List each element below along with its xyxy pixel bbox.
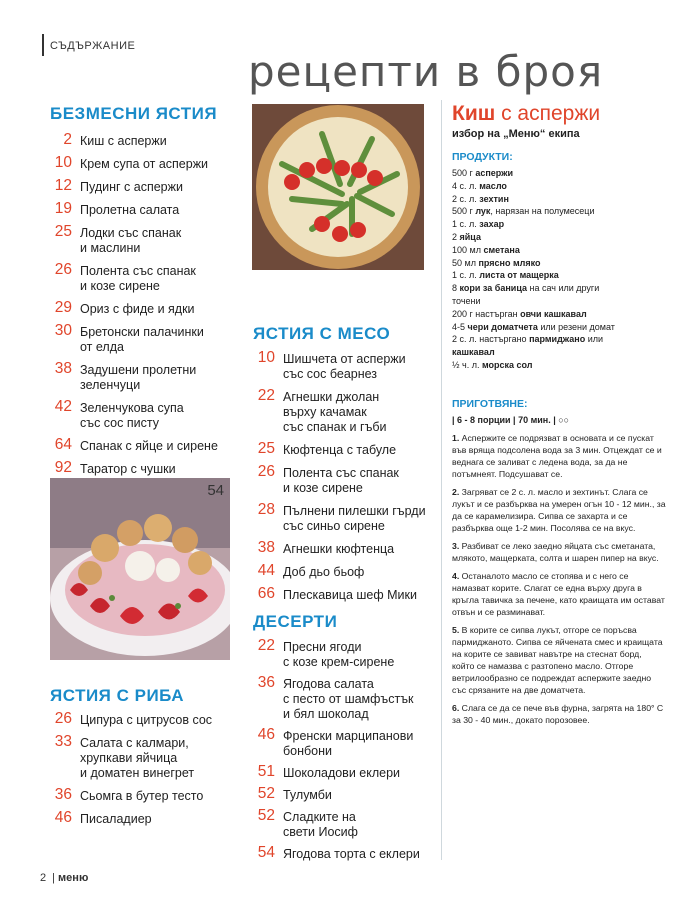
toc-page-number: 33 bbox=[54, 733, 72, 750]
toc-page-number: 52 bbox=[257, 785, 275, 802]
toc-entry-text: Доб дьо бьоф bbox=[283, 565, 365, 579]
ingredient-qty: 100 мл bbox=[452, 244, 484, 255]
toc-entry bbox=[251, 726, 441, 759]
toc-page-number: 26 bbox=[257, 463, 275, 480]
toc-page-number: 22 bbox=[257, 387, 275, 404]
ingredient-qty: 4 с. л. bbox=[452, 180, 480, 191]
ingredient-item bbox=[452, 333, 662, 346]
byline-pre: избор на bbox=[452, 128, 504, 140]
toc-page-number: 25 bbox=[54, 223, 72, 240]
toc-entry-text: Ципура с цитрусов сос bbox=[80, 713, 213, 727]
ingredient-qty: 2 bbox=[452, 231, 460, 242]
ingredient-item bbox=[452, 269, 662, 282]
toc-entry-text: Ориз с фиде и ядки bbox=[80, 302, 195, 316]
ingredient-item bbox=[452, 359, 662, 372]
toc-page-number: 10 bbox=[257, 349, 275, 366]
toc-entry bbox=[251, 585, 441, 603]
ingredient-item bbox=[452, 295, 662, 308]
toc-page-number: 38 bbox=[54, 360, 72, 377]
category-title-meatless: БЕЗМЕСНИ ЯСТИЯ bbox=[50, 104, 218, 123]
quiche-image bbox=[252, 104, 424, 270]
toc-page-number: 66 bbox=[257, 585, 275, 602]
toc-entry-text: зеленчуци bbox=[80, 378, 141, 392]
toc-page-number: 22 bbox=[257, 637, 275, 654]
step-number: 2. bbox=[452, 487, 460, 497]
ingredient-name: сметана bbox=[483, 244, 520, 255]
ingredient-item bbox=[452, 308, 662, 321]
toc-entry-text: и козе сирене bbox=[283, 481, 363, 495]
ingredient-name: прясно мляко bbox=[478, 257, 541, 268]
column-divider bbox=[441, 100, 442, 860]
toc-page-number: 38 bbox=[257, 539, 275, 556]
step-text: Слага се да се пече във фурна, загрята на 180° С за 30 - 40 мин., докато порозовее. bbox=[452, 703, 664, 725]
toc-entry-text: Лодки със спанак bbox=[80, 226, 182, 240]
toc-entry-text: Сладките на bbox=[283, 810, 356, 824]
toc-page-number: 2 bbox=[63, 131, 72, 148]
toc-entry bbox=[48, 786, 238, 804]
ingredient-item bbox=[452, 231, 662, 244]
page-footer bbox=[40, 872, 88, 884]
ingredient-item bbox=[452, 167, 662, 180]
ingredient-item bbox=[452, 244, 662, 257]
step-number: 1. bbox=[452, 433, 460, 443]
ingredient-name: захар bbox=[479, 219, 505, 230]
ingredient-name: масло bbox=[479, 180, 507, 191]
toc-entry-text: свети Иосиф bbox=[283, 825, 358, 839]
ingredient-note: на сач или други bbox=[526, 283, 600, 294]
toc-entry bbox=[251, 674, 441, 722]
toc-page-number: 51 bbox=[257, 763, 275, 780]
toc-entry-text: Спанак с яйце и сирене bbox=[80, 439, 218, 453]
ingredient-note: или bbox=[585, 334, 604, 345]
step-number: 5. bbox=[452, 625, 460, 635]
ingredient-item bbox=[452, 193, 662, 206]
toc-page-number: 92 bbox=[54, 459, 72, 476]
toc-entry bbox=[48, 809, 238, 827]
toc-entry bbox=[251, 844, 441, 862]
eclair-cake-image bbox=[50, 478, 230, 660]
category-title-fish: ЯСТИЯ С РИБА bbox=[50, 686, 185, 705]
toc-entry bbox=[48, 733, 238, 781]
toc-entry-text: бонбони bbox=[283, 744, 333, 758]
toc-entry bbox=[48, 154, 238, 172]
ingredient-qty: 200 г настърган bbox=[452, 308, 521, 319]
toc-entry-text: Плескавица шеф Мики bbox=[283, 588, 417, 602]
byline-brand: „Меню“ bbox=[503, 128, 546, 140]
recipe-title-rest: с аспержи bbox=[495, 102, 601, 125]
method-step bbox=[452, 540, 666, 564]
toc-entry-text: и доматен винегрет bbox=[80, 766, 195, 780]
toc-page-number: 30 bbox=[54, 322, 72, 339]
method-steps bbox=[452, 432, 666, 732]
ingredient-name: морска сол bbox=[481, 359, 533, 370]
toc-entry-text: с козе крем-сирене bbox=[283, 655, 395, 669]
toc-entry-text: Френски марципанови bbox=[283, 729, 414, 743]
toc-entry-text: Пълнени пилешки гърди bbox=[283, 504, 426, 518]
toc-entry-text: Салата с калмари, bbox=[80, 736, 189, 750]
ingredient-item bbox=[452, 180, 662, 193]
ingredient-qty: 500 г bbox=[452, 206, 476, 217]
ingredient-qty: 4-5 bbox=[452, 321, 468, 332]
toc-page-number: 29 bbox=[54, 299, 72, 316]
toc-page-number: 54 bbox=[257, 844, 275, 861]
toc-entry-text: Пролетна салата bbox=[80, 203, 180, 217]
toc-entry-text: от елда bbox=[80, 340, 124, 354]
recipe-title-bold: Киш bbox=[452, 102, 496, 125]
toc-entry bbox=[48, 360, 238, 393]
toc-entry-text: със сос писту bbox=[80, 416, 159, 430]
step-number: 6. bbox=[452, 703, 460, 713]
ingredient-qty: 2 с. л. настъргано bbox=[452, 334, 530, 345]
ingredient-name: зехтин bbox=[479, 193, 509, 204]
ingredient-name: листа от мащерка bbox=[479, 270, 559, 281]
method-step bbox=[452, 486, 666, 534]
toc-entry-text: с песто от шамфъстък bbox=[283, 692, 414, 706]
toc-entry-text: Таратор с чушки bbox=[80, 462, 176, 476]
ingredient-item bbox=[452, 218, 662, 231]
toc-page-number: 26 bbox=[54, 261, 72, 278]
toc-entry-text: Крем супа от аспержи bbox=[80, 157, 209, 171]
toc-page-number: 44 bbox=[257, 562, 275, 579]
photo-page-number: 54 bbox=[207, 482, 224, 499]
toc-page-number: 36 bbox=[257, 674, 275, 691]
toc-entry bbox=[48, 322, 238, 355]
page-title: рецепти в броя bbox=[248, 47, 604, 96]
ingredient-note: , нарязан на полумесеци bbox=[490, 206, 595, 217]
method-step bbox=[452, 432, 666, 480]
ingredient-name: овчи кашкавал bbox=[520, 308, 587, 319]
toc-entry-text: Задушени пролетни bbox=[80, 363, 197, 377]
ingredient-qty: 500 г bbox=[452, 168, 476, 178]
toc-entry-text: Киш с аспержи bbox=[80, 134, 167, 148]
meat-list bbox=[251, 349, 441, 611]
toc-entry-text: със синьо сирене bbox=[283, 519, 385, 533]
footer-divider: | bbox=[52, 872, 55, 884]
toc-entry-text: Сьомга в бутер тесто bbox=[80, 789, 204, 803]
toc-page-number: 42 bbox=[54, 398, 72, 415]
method-step bbox=[452, 570, 666, 618]
step-text: Загряват се 2 с. л. масло и зехтинът. Слага се лукът и се разбърква на умерен огън 10 - 12 мин., за да се карамелизира. Сипва се захарта и се разбърква още 1-2 мин. Посолява се на вкус. bbox=[452, 487, 666, 533]
ingredient-qty: 1 с. л. bbox=[452, 270, 480, 281]
toc-page-number: 26 bbox=[54, 710, 72, 727]
ingredient-item bbox=[452, 346, 662, 359]
toc-entry-text: Ягодова торта с еклери bbox=[283, 847, 420, 861]
toc-entry bbox=[251, 501, 441, 534]
toc-entry-text: със спанак и гъби bbox=[283, 420, 387, 434]
toc-page-number: 10 bbox=[54, 154, 72, 171]
toc-entry bbox=[48, 261, 238, 294]
toc-entry-text: Пресни ягоди bbox=[283, 640, 362, 654]
toc-entry-text: Писаладиер bbox=[80, 812, 152, 826]
step-number: 4. bbox=[452, 571, 460, 581]
toc-page-number: 52 bbox=[257, 807, 275, 824]
toc-page-number: 12 bbox=[54, 177, 72, 194]
toc-entry bbox=[251, 463, 441, 496]
recipe-title bbox=[452, 102, 600, 126]
toc-entry-text: и козе сирене bbox=[80, 279, 160, 293]
ingredient-item bbox=[452, 257, 662, 270]
eclair-cake-photo bbox=[50, 478, 230, 660]
toc-page-number: 25 bbox=[257, 440, 275, 457]
step-text: Останалото масло се стопява и с него се намазват корите. Слагат се една върху друга в кръгла тавичка за печене, като краищата им остават отвън и се разминават. bbox=[452, 571, 665, 617]
toc-entry-text: Шоколадови еклери bbox=[283, 766, 401, 780]
ingredient-item bbox=[452, 205, 662, 218]
toc-page-number: 46 bbox=[54, 809, 72, 826]
toc-entry bbox=[251, 349, 441, 382]
toc-entry-text: Бретонски палачинки bbox=[80, 325, 204, 339]
ingredient-qty: 2 с. л. bbox=[452, 193, 480, 204]
meatless-list bbox=[48, 131, 238, 485]
method-step bbox=[452, 624, 666, 696]
toc-entry bbox=[48, 398, 238, 431]
step-text: Разбиват се леко заедно яйцата със сметаната, млякото, мащерката, солта и шарен пипер на вкус. bbox=[452, 541, 659, 563]
toc-entry bbox=[48, 459, 238, 477]
toc-page-number: 36 bbox=[54, 786, 72, 803]
toc-entry-text: Ягодова салата bbox=[283, 677, 374, 691]
toc-entry-text: Агнешки кюфтенца bbox=[283, 542, 395, 556]
method-heading: ПРИГОТВЯНЕ: bbox=[452, 398, 528, 410]
toc-entry bbox=[48, 299, 238, 317]
toc-entry bbox=[251, 562, 441, 580]
ingredient-note: или резени домат bbox=[537, 321, 615, 332]
ingredient-item bbox=[452, 282, 662, 295]
toc-page-number: 19 bbox=[54, 200, 72, 217]
ingredient-qty: точени bbox=[452, 295, 481, 306]
toc-entry bbox=[251, 387, 441, 435]
section-label: СЪДЪРЖАНИЕ bbox=[50, 40, 136, 52]
toc-entry-text: Пудинг с аспержи bbox=[80, 180, 183, 194]
toc-entry bbox=[251, 763, 441, 781]
ingredient-name: аспержи bbox=[475, 168, 514, 178]
toc-page-number: 46 bbox=[257, 726, 275, 743]
ingredient-name: чери доматчета bbox=[467, 321, 538, 332]
ingredient-name: пармиджано bbox=[529, 334, 586, 345]
ingredients-list bbox=[452, 167, 662, 372]
byline-post: екипа bbox=[545, 128, 580, 140]
toc-entry bbox=[48, 436, 238, 454]
quiche-photo bbox=[252, 104, 424, 270]
ingredient-name: кори за баница bbox=[459, 283, 527, 294]
desserts-list bbox=[251, 637, 441, 869]
toc-entry bbox=[48, 131, 238, 149]
toc-entry bbox=[251, 637, 441, 670]
toc-entry-text: Шишчета от аспержи bbox=[283, 352, 406, 366]
toc-entry bbox=[48, 200, 238, 218]
toc-entry bbox=[48, 223, 238, 256]
toc-entry bbox=[251, 785, 441, 803]
toc-entry-text: Тулумби bbox=[283, 788, 332, 802]
ingredient-name: лук bbox=[475, 206, 491, 217]
toc-entry-text: върху качамак bbox=[283, 405, 367, 419]
toc-entry bbox=[251, 539, 441, 557]
recipe-meta: | 6 - 8 порции | 70 мин. | ○○ bbox=[452, 415, 570, 425]
toc-entry-text: Полента със спанак bbox=[283, 466, 399, 480]
recipe-byline bbox=[452, 128, 580, 140]
ingredient-item bbox=[452, 321, 662, 334]
ingredient-name: кашкавал bbox=[452, 347, 495, 358]
step-text: Аспержите се подрязват в основата и се пускат във вряща подсолена вода за 3 мин. Отцеждат се и веднага се заливат с ледена вода, за да не потъмнеят. Подсушават се. bbox=[452, 433, 662, 479]
toc-entry-text: Полента със спанак bbox=[80, 264, 196, 278]
step-number: 3. bbox=[452, 541, 460, 551]
ingredient-qty: 8 bbox=[452, 283, 460, 294]
toc-entry-text: Зеленчукова супа bbox=[80, 401, 184, 415]
step-text: В корите се сипва лукът, отгоре се поръсва пармиджаното. Сипва се яйчената смес и краищата на корите се завиват навътре на стеснат борд, който се намазва с разтопено масло. Отгоре ветрилообразно се подреждат аспержите заедно със срязаните на две доматчета. bbox=[452, 625, 663, 695]
method-step bbox=[452, 702, 666, 726]
toc-entry bbox=[48, 710, 238, 728]
toc-entry-text: със сос беарнез bbox=[283, 367, 378, 381]
ingredient-qty: 50 мл bbox=[452, 257, 479, 268]
toc-page-number: 28 bbox=[257, 501, 275, 518]
ingredient-qty: 1 с. л. bbox=[452, 219, 480, 230]
fish-list bbox=[48, 710, 238, 835]
category-title-meat: ЯСТИЯ С МЕСО bbox=[253, 324, 391, 343]
toc-entry bbox=[251, 807, 441, 840]
category-title-desserts: ДЕСЕРТИ bbox=[253, 612, 338, 631]
ingredients-heading: ПРОДУКТИ: bbox=[452, 151, 513, 163]
toc-page-number: 64 bbox=[54, 436, 72, 453]
page-number: 2 bbox=[40, 872, 47, 884]
toc-entry-text: хрупкави яйчица bbox=[80, 751, 178, 765]
toc-entry bbox=[251, 440, 441, 458]
toc-entry-text: и маслини bbox=[80, 241, 141, 255]
toc-entry-text: Кюфтенца с табуле bbox=[283, 443, 397, 457]
magazine-name: меню bbox=[58, 872, 89, 884]
ingredient-name: яйца bbox=[459, 231, 481, 242]
toc-entry-text: и бял шоколад bbox=[283, 707, 369, 721]
toc-entry bbox=[48, 177, 238, 195]
toc-entry-text: Агнешки джолан bbox=[283, 390, 380, 404]
ingredient-qty: ½ ч. л. bbox=[452, 359, 482, 370]
